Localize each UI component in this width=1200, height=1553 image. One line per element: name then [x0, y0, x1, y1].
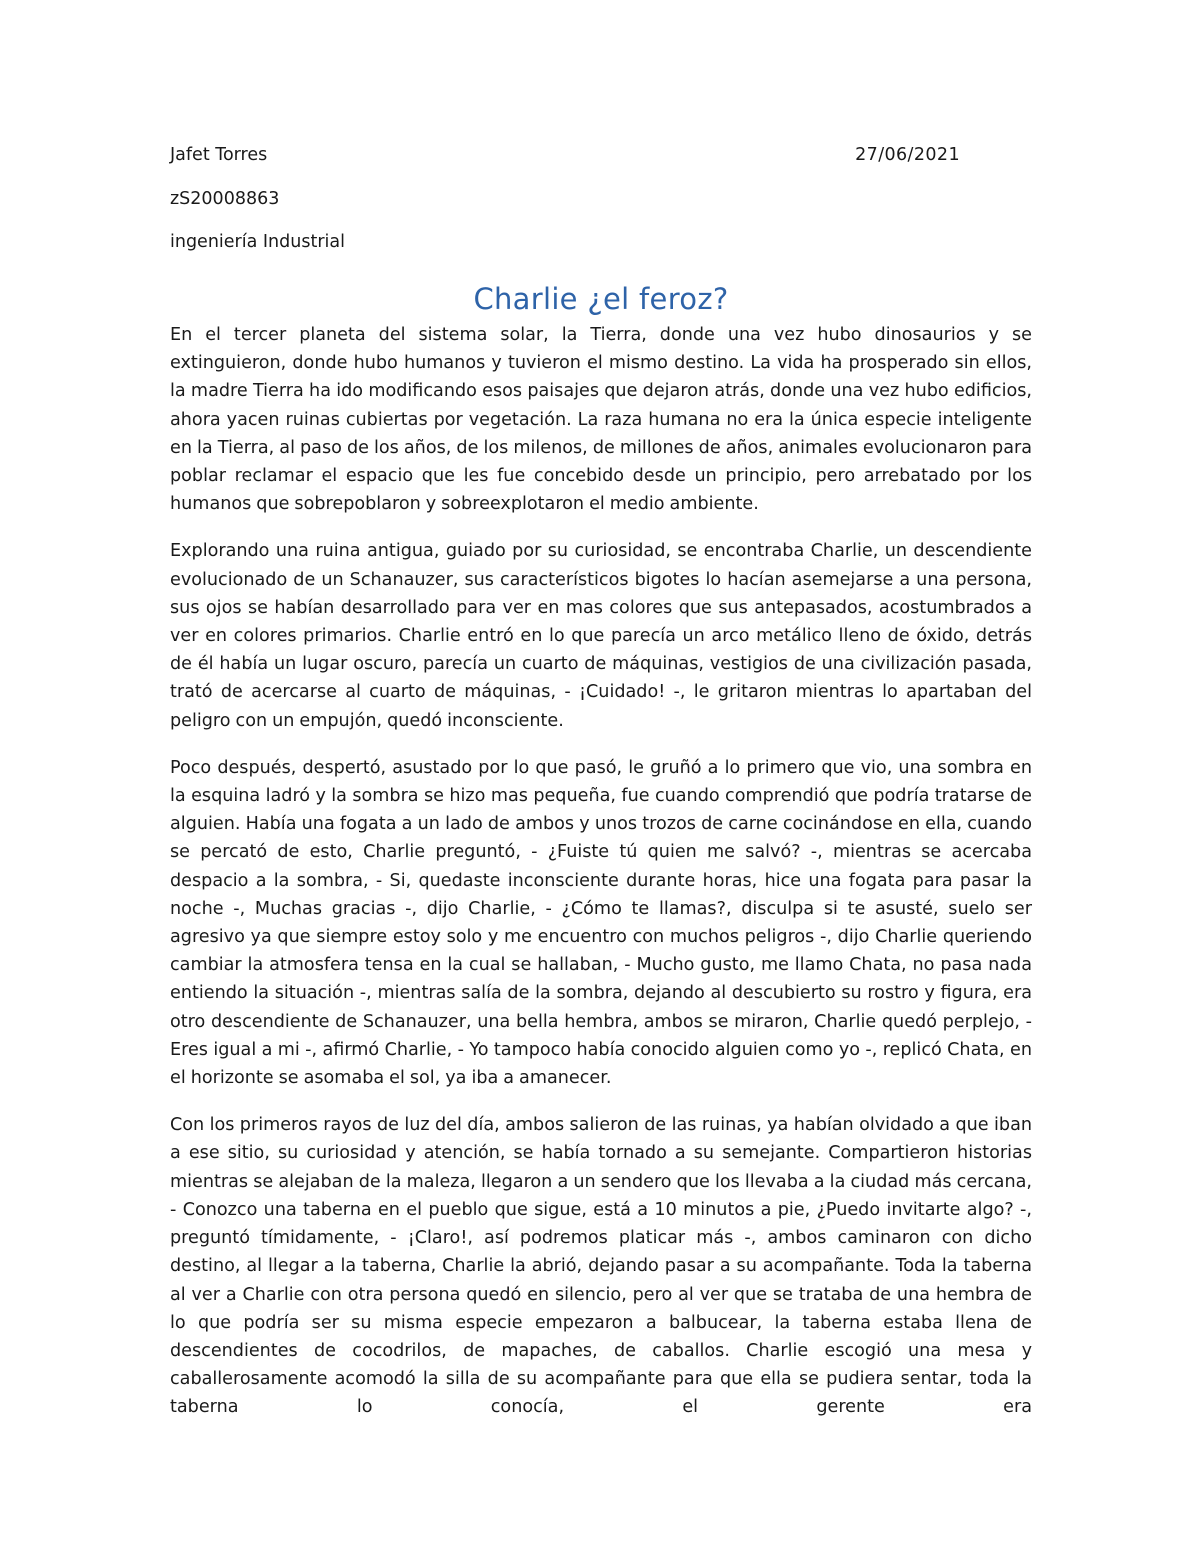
document-date: 27/06/2021	[855, 145, 960, 165]
document-title: Charlie ¿el feroz?	[473, 282, 729, 316]
program-name: ingeniería Industrial	[170, 232, 345, 252]
paragraph-3: Poco después, despertó, asustado por lo que pasó, le gruñó a lo primero que vio, una sombra en la esquina ladró y la sombra se hizo mas pequeña, fue cuando comprendió que podría tratarse de alguien. Había una fogata a un lado de ambos y unos trozos de carne cocinándose en ella, cuando se percató de esto, Charlie preguntó, - ¿Fuiste tú quien me salvó? -, mientras se acercaba despacio a la sombra, - Si, quedaste inconsciente durante horas, hice una fogata para pasar la noche -, Muchas gracias -, dijo Charlie, - ¿Cómo te llamas?, disculpa si te asusté, suelo ser agresivo ya que siempre estoy solo y me encuentro con muchos peligros -, dijo Charlie queriendo cambiar la atmosfera tensa en la cual se hallaban, - Mucho gusto, me llamo Chata, no pasa nada entiendo la situación -, mientras salía de la sombra, dejando al descubierto su rostro y figura, era otro descendiente de Schanauzer, una bella hembra, ambos se miraron, Charlie quedó perplejo, - Eres igual a mi -, afirmó Charlie, - Yo tampoco había conocido alguien como yo -, replicó Chata, en el horizonte se asomaba el sol, ya iba a amanecer.	[170, 757, 1032, 1089]
paragraph-2: Explorando una ruina antigua, guiado por su curiosidad, se encontraba Charlie, un descendiente evolucionado de un Schanauzer, sus característicos bigotes lo hacían asemejarse a una persona, sus ojos se habían desarrollado para ver en mas colores que sus antepasados, acostumbrados a ver en colores primarios. Charlie entró en lo que parecía un arco metálico lleno de óxido, detrás de él había un lugar oscuro, parecía un cuarto de máquinas, vestigios de una civilización pasada, trató de acercarse al cuarto de máquinas, - ¡Cuidado! -, le gritaron mientras lo apartaban del peligro con un empujón, quedó inconsciente.	[170, 541, 1032, 731]
paragraph-4: Con los primeros rayos de luz del día, ambos salieron de las ruinas, ya habían olvidado a que iban a ese sitio, su curiosidad y atención, se había tornado a su semejante. Compartieron historias mientras se alejaban de la maleza, llegaron a un sendero que los llevaba a la ciudad más cercana, - Conozco una taberna en el pueblo que sigue, está a 10 minutos a pie, ¿Puedo invitarte algo? -, preguntó tímidamente, - ¡Claro!, así podremos platicar más -, ambos caminaron con dicho destino, al llegar a la taberna, Charlie la abrió, dejando pasar a su acompañante. Toda la taberna al ver a Charlie con otra persona quedó en silencio, pero al ver que se trataba de una hembra de lo que podría ser su misma especie empezaron a balbucear, la taberna estaba llena de descendientes de cocodrilos, de mapaches, de caballos. Charlie escogió una mesa y caballerosamente acomodó la silla de su acompañante para que ella se pudiera sentar, toda la taberna lo conocía, el gerente era	[170, 1115, 1032, 1418]
paragraph-1: En el tercer planeta del sistema solar, la Tierra, donde una vez hubo dinosaurios y se extinguieron, donde hubo humanos y tuvieron el mismo destino. La vida ha prosperado sin ellos, la madre Tierra ha ido modificando esos paisajes que dejaron atrás, donde una vez hubo edificios, ahora yacen ruinas cubiertas por vegetación. La raza humana no era la única especie inteligente en la Tierra, al paso de los años, de los milenos, de millones de años, animales evolucionaron para poblar reclamar el espacio que les fue concebido desde un principio, pero arrebatado por los humanos que sobrepoblaron y sobreexplotaron el medio ambiente.	[170, 325, 1032, 515]
program-row	[170, 230, 1032, 254]
story-body	[170, 321, 1032, 1441]
student-id-row	[170, 187, 1032, 211]
author-name: Jafet Torres	[170, 145, 268, 165]
student-id: zS20008863	[170, 189, 280, 209]
